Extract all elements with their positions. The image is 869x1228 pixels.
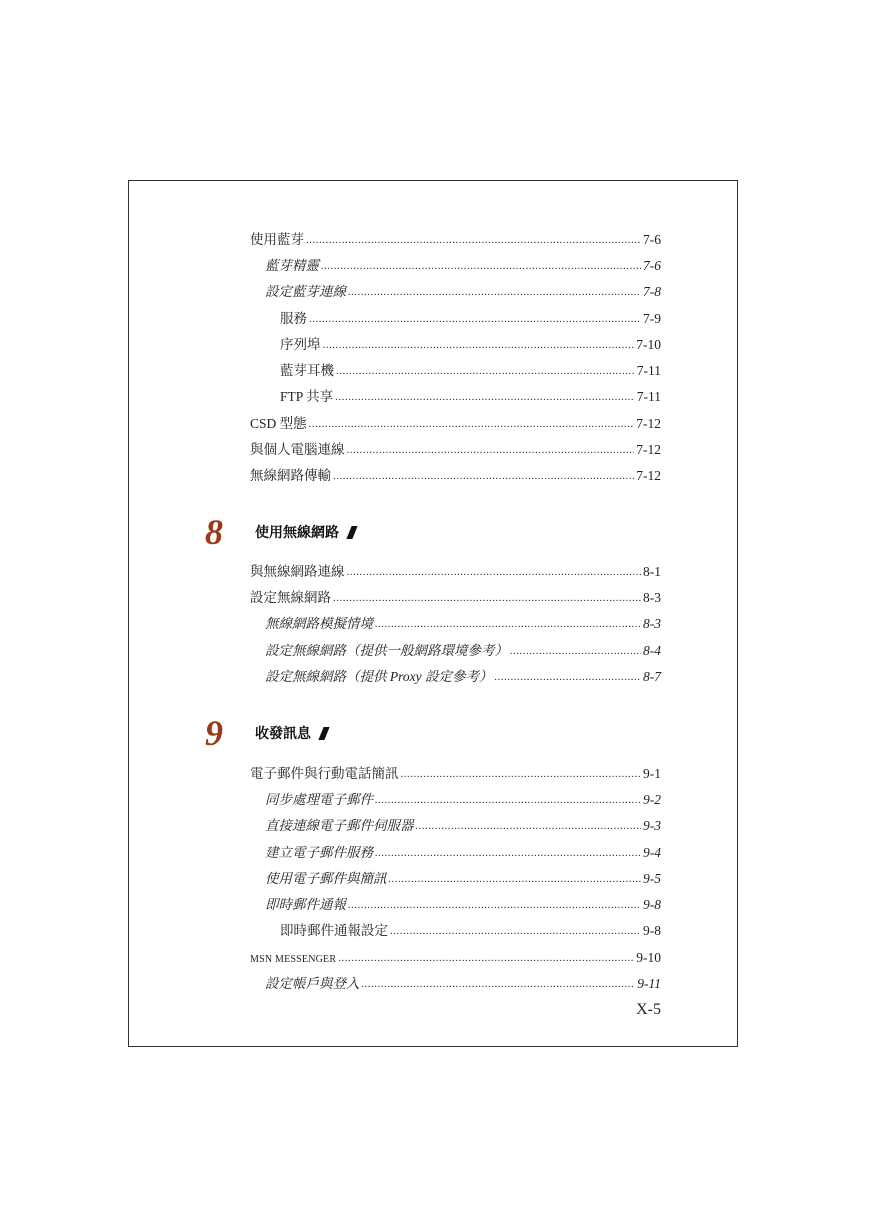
toc-entry[interactable]: 藍芽耳機 ..... 7-11 [250, 361, 661, 381]
toc-entry[interactable]: 電子郵件與行動電話簡訊 ..... 9-1 [250, 764, 661, 784]
chapter-title: 使用無線網路 [255, 524, 339, 540]
toc-entry[interactable]: MSN MESSENGER ..... 9-10 [250, 948, 661, 968]
toc-entry[interactable]: 設定藍芽連線 ..... 7-8 [250, 282, 661, 302]
toc-entry[interactable]: FTP 共享 ..... 7-11 [250, 387, 661, 407]
toc-entry[interactable]: 設定無線網路（提供 Proxy 設定參考） ..... 8-7 [250, 667, 661, 687]
toc-entry[interactable]: 同步處理電子郵件 ..... 9-2 [250, 790, 661, 810]
toc-entry[interactable]: 設定無線網路（提供一般網路環境參考） ..... 8-4 [250, 641, 661, 661]
toc-entry[interactable]: 建立電子郵件服務 ..... 9-4 [250, 843, 661, 863]
toc-entry[interactable]: 設定無線網路 ..... 8-3 [250, 588, 661, 608]
chapter-number: 9 [205, 713, 223, 753]
page-number: X-5 [636, 1001, 661, 1018]
chapter-8-heading [205, 512, 355, 552]
toc-entry[interactable]: 使用電子郵件與簡訊 ..... 9-5 [250, 869, 661, 889]
toc-entry[interactable]: CSD 型態 ..... 7-12 [250, 414, 661, 434]
toc-entry[interactable]: 藍芽精靈 ..... 7-6 [250, 256, 661, 276]
toc-entry[interactable]: 設定帳戶與登入 ..... 9-11 [250, 974, 661, 994]
chapter-title: 收發訊息 [255, 725, 311, 741]
chapter-9-heading [205, 713, 327, 753]
toc-entry[interactable]: 使用藍芽 ..... 7-6 [250, 230, 661, 250]
toc-entry[interactable]: 與無線網路連線 ..... 8-1 [250, 562, 661, 582]
toc-entry[interactable]: 序列埠 ..... 7-10 [250, 335, 661, 355]
toc-entry[interactable]: 即時郵件通報 ..... 9-8 [250, 895, 661, 915]
toc-entry[interactable]: 直接連線電子郵件伺服器 ..... 9-3 [250, 816, 661, 836]
toc-entry[interactable]: 服務 ..... 7-9 [250, 309, 661, 329]
toc-entry[interactable]: 無線網路模擬情境 ..... 8-3 [250, 614, 661, 634]
toc-entry[interactable]: 即時郵件通報設定 ..... 9-8 [250, 921, 661, 941]
chapter-number: 8 [205, 512, 223, 552]
toc-entry[interactable]: 與個人電腦連線 ..... 7-12 [250, 440, 661, 460]
toc-entry[interactable]: 無線網路傳輸 ..... 7-12 [250, 466, 661, 486]
